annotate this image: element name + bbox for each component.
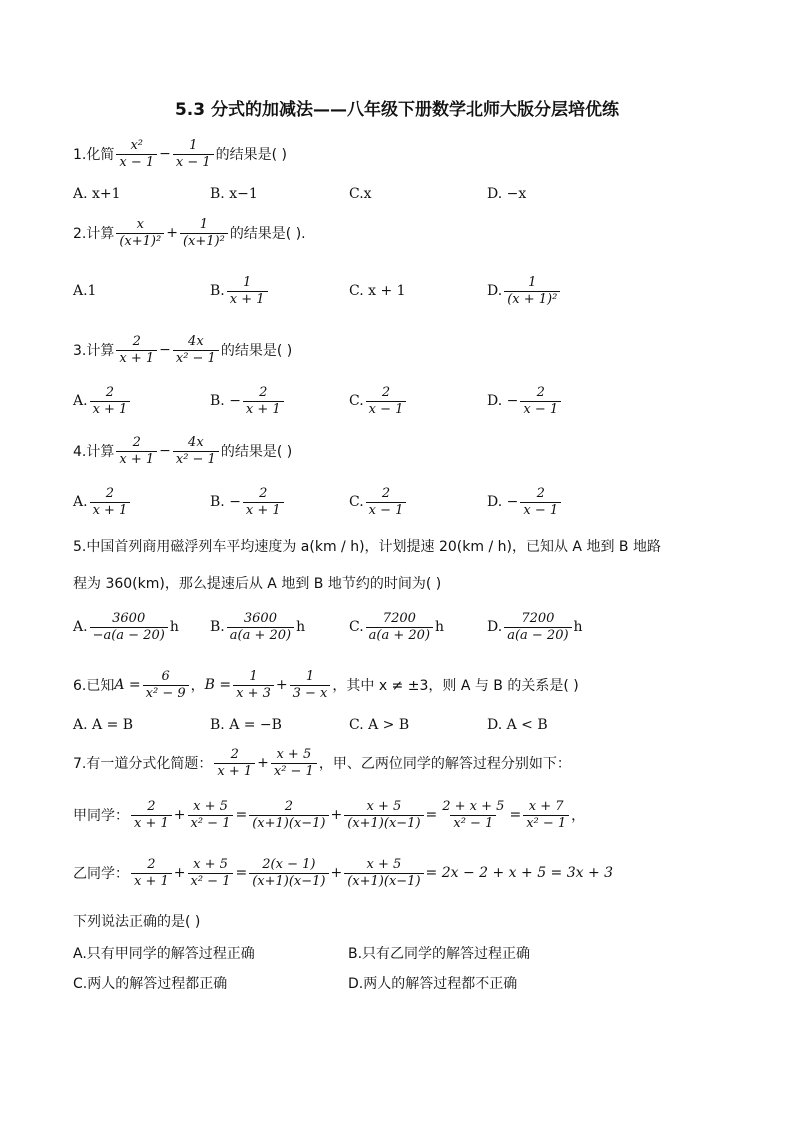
operator: − [159,342,171,358]
option-a: A.1 [73,283,97,299]
unit-label: h [169,619,179,635]
question-7-prompt: 下列说法正确的是( ) [73,914,201,930]
fraction: $\frac{1}{x - 1}$ [173,138,214,171]
options-2 [73,273,733,309]
question-tail: 的结果是( ) [220,343,293,359]
fraction: $\frac{2}{x + 1}$ [243,385,284,418]
jia-label: 甲同学： [73,808,129,824]
option-b: B. $\frac{3600}{a(a + 20)}$ h [210,610,306,643]
fraction: $\frac{1}{\text{(x+1)²}}$ [180,217,228,250]
option-d: D. $\frac{7200}{a(a - 20)}$ h [487,610,583,643]
option-b: B. − $\frac{2}{x + 1}$ [210,383,286,419]
question-4 [73,436,292,466]
question-tail: 的结果是( ). [229,226,306,242]
question-6-number: 6.已知 [73,678,115,694]
question-tail: 的结果是( ) [215,147,287,163]
option-a: A. $\frac{2}{x + 1}$ [73,484,132,520]
yi-label: 乙同学： [73,866,129,882]
question-5-line-1: 5.中国首列商用磁浮列车平均速度为 a(km / h)，计划提速 20(km / h)，已知从 A 地到 B 地路 [73,539,661,555]
unit-label: h [573,619,583,635]
fraction: $\frac{6}{\text{x² − 9}}$ [143,669,189,702]
question-tail: ，其中 x ≠ ±3，则 A 与 B 的关系是( ) [332,678,579,694]
option-c: C.两人的解答过程都正确 [73,976,228,992]
options-1 [73,176,733,212]
option-b: B.只有乙同学的解答过程正确 [348,946,531,962]
yi-solution: 乙同学： $\frac{2}{x + 1}$ + $\frac{x + 5}{\text{x² − 1}}$ = $\frac{2(x - 1)}{(x+1)(x-1)}$ + $\frac{x + 5}{(x+1)(x-1)}$ = 2x − 2 + x + 5 = 3x + 3 [73,856,614,889]
question-tail: 的结果是( ) [220,444,293,460]
question-2 [73,218,306,248]
options-5 [73,609,733,645]
fraction: $\frac{2}{x + 1}$ [90,486,131,519]
fraction: $\frac{2}{x + 1}$ [116,334,157,367]
jia-solution: 甲同学： $\frac{2}{x + 1}$ + $\frac{x + 5}{\text{x² − 1}}$ = $\frac{2}{(x+1)(x-1)}$ + $\frac{x + 5}{(x+1)(x-1)}$ = $\frac{2 + x + 5}{\text{x² − 1}}$ = $\frac{x + 7}{\text{x² − 1}}$ ， [73,798,586,831]
option-b: B. $\frac{1}{x + 1}$ [210,273,270,309]
fraction: $\frac{x}{\text{(x+1)²}}$ [116,217,164,250]
fraction: $\frac{4x}{\text{x² − 1}}$ [173,435,219,468]
question-2-number: 2.计算 [73,226,115,242]
operator: − [159,443,171,459]
fraction: $\frac{x + 5}{(x+1)(x-1)}$ [344,799,423,832]
fraction: $\frac{2}{x + 1}$ [90,385,131,418]
fraction: $\frac{4x}{\text{x² − 1}}$ [173,334,219,367]
option-b: B. x−1 [210,186,258,202]
options-4 [73,484,733,520]
option-c: C. x + 1 [349,283,406,299]
fraction: $\frac{7200}{a(a + 20)}$ [366,611,433,644]
fraction: $\frac{2}{x + 1}$ [131,799,172,832]
fraction: $\frac{2}{x + 1}$ [116,435,157,468]
question-7 [73,748,571,778]
fraction: $\frac{1}{\text{(x + 1)²}}$ [504,275,560,308]
option-a: A. x+1 [73,186,121,202]
fraction: $\frac{2(x - 1)}{(x+1)(x-1)}$ [249,857,328,890]
fraction: $\frac{x + 7}{\text{x² − 1}}$ [523,799,569,832]
fraction: $\frac{2}{x - 1}$ [366,385,407,418]
question-5-line-2: 程为 360(km)，那么提速后从 A 地到 B 地节约的时间为( ) [73,576,442,592]
fraction: $\frac{1}{3 - x}$ [290,669,331,702]
option-b: B. A = −B [210,717,282,733]
yi-result: = 2x − 2 + x + 5 = 3x + 3 [425,865,614,881]
question-1 [73,139,287,169]
unit-label: h [435,619,445,635]
option-c: C. A > B [349,717,410,733]
fraction: $\frac{2}{x + 1}$ [243,486,284,519]
question-1-number: 1.化简 [73,147,115,163]
question-3 [73,335,292,365]
fraction: $\frac{x + 5}{(x+1)(x-1)}$ [344,857,423,890]
options-3 [73,383,733,419]
fraction: $\frac{2}{x + 1}$ [214,747,255,780]
option-d: D. A < B [487,717,548,733]
option-d: D.两人的解答过程都不正确 [348,976,518,992]
option-c: C. $\frac{2}{x - 1}$ [349,383,408,419]
option-a: A.只有甲同学的解答过程正确 [73,946,255,962]
question-7-intro: 7.有一道分式化简题： [73,756,213,772]
option-d: D. − $\frac{2}{x - 1}$ [487,484,563,520]
question-3-number: 3.计算 [73,343,115,359]
question-tail: ，甲、乙两位同学的解答过程分别如下： [318,756,571,772]
operator: + [166,225,178,241]
option-d: D. − $\frac{2}{x - 1}$ [487,383,563,419]
fraction: $\frac{x + 5}{\text{x² − 1}}$ [271,747,317,780]
fraction: $\frac{2}{(x+1)(x-1)}$ [249,799,328,832]
operator: + [257,755,269,771]
question-4-number: 4.计算 [73,444,115,460]
operator: − [159,146,171,162]
fraction: $\frac{1}{x + 3}$ [233,669,274,702]
fraction: $\frac{2}{x + 1}$ [131,857,172,890]
fraction: $\frac{\text{x²}}{x - 1}$ [116,138,157,171]
fraction: $\frac{1}{x + 1}$ [227,275,268,308]
options-6 [73,707,733,743]
option-d: D. −x [487,186,527,202]
fraction: $\frac{2}{x - 1}$ [366,486,407,519]
option-c: C. $\frac{2}{x - 1}$ [349,484,408,520]
option-a: A. $\frac{2}{x + 1}$ [73,383,132,419]
fraction: $\frac{x + 5}{\text{x² − 1}}$ [188,857,234,890]
option-c: C.x [349,186,372,202]
option-d: D. $\frac{1}{\text{(x + 1)²}}$ [487,273,562,309]
operator: + [275,677,288,693]
fraction: $\frac{x + 5}{\text{x² − 1}}$ [188,799,234,832]
option-b: B. − $\frac{2}{x + 1}$ [210,484,286,520]
fraction: $\frac{3600}{-a(a - 20)}$ [90,611,168,644]
fraction: $\frac{2 + x + 5}{\text{x² − 1}}$ [442,798,505,831]
unit-label: h [296,619,306,635]
option-c: C. $\frac{7200}{a(a + 20)}$ h [349,610,445,643]
fraction: $\frac{2}{x - 1}$ [520,385,561,418]
page-title: 5.3 分式的加减法——八年级下册数学北师大版分层培优练 [174,100,620,120]
fraction: $\frac{2}{x - 1}$ [520,486,561,519]
fraction: $\frac{3600}{a(a + 20)}$ [227,611,294,644]
question-6: 6.已知 A = $\frac{6}{\text{x² − 9}}$ ， B = $\frac{1}{x + 3}$ + $\frac{1}{3 - x}$ ，其中 x ≠ ±3，则 A 与 B 的关系是( ) [73,668,579,701]
fraction: $\frac{7200}{a(a - 20)}$ [504,611,571,644]
option-a: A. $\frac{3600}{-a(a - 20)}$ h [73,610,179,643]
option-a: A. A = B [73,717,134,733]
